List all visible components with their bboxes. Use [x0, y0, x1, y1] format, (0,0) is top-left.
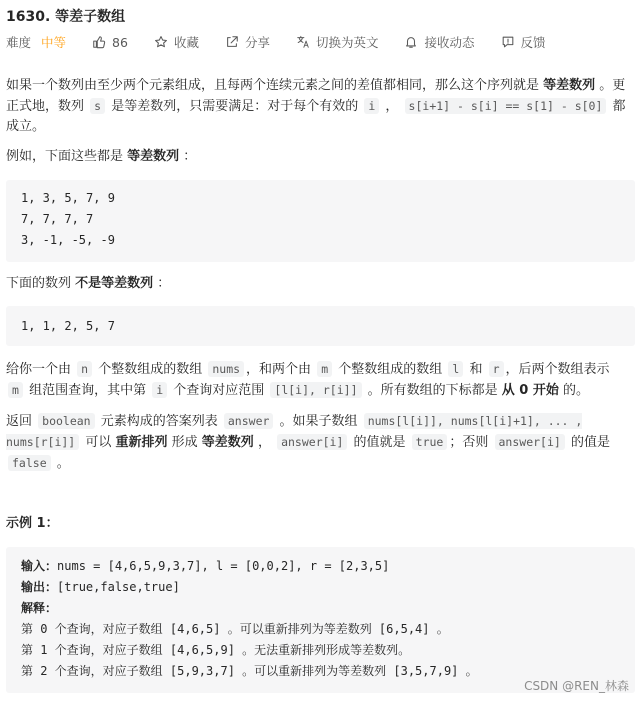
code-line: 1, 3, 5, 7, 9	[21, 191, 115, 205]
emphasis: 等差数列	[543, 78, 596, 93]
thumbs-up-icon	[92, 35, 106, 49]
text: 个整数组成的数组	[334, 362, 447, 377]
problem-meta-bar	[6, 32, 572, 52]
text: 例如，下面这些都是	[6, 149, 128, 164]
difficulty-label: 难度	[6, 35, 32, 50]
example-1-heading: 示例 1：	[6, 516, 59, 531]
description-paragraph-1	[6, 76, 630, 137]
input-label: 输入：	[21, 559, 58, 573]
feedback-label: 反馈	[520, 35, 546, 50]
inline-code: [l[i], r[i]]	[270, 382, 361, 398]
like-count: 86	[112, 34, 128, 50]
translate-button[interactable]	[296, 33, 379, 51]
example-explain-line	[21, 598, 635, 619]
text: ：	[179, 149, 197, 164]
output-label: 输出：	[21, 580, 58, 594]
inline-code: m	[317, 361, 332, 377]
text: ，后两个数组表示	[505, 362, 610, 377]
text: 都成立。	[6, 99, 626, 134]
example-1-block	[6, 547, 635, 693]
inline-code: nums[l[i]], nums[l[i]+1], ... , nums[r[i]]	[6, 414, 583, 449]
description-paragraph-2	[6, 147, 630, 167]
text: 下面的数列	[6, 276, 76, 291]
example-input-line	[21, 556, 635, 577]
text: 。所有数组的下标都是	[363, 383, 502, 398]
example-output-line	[21, 577, 635, 598]
text: 给你一个由	[6, 362, 76, 377]
translate-label: 切换为英文	[315, 35, 379, 50]
emphasis: 不是等差数列	[75, 276, 154, 291]
text: 元素构成的答案列表	[96, 414, 222, 429]
text: 可以	[81, 435, 116, 450]
text: 是等差数列，只需要满足：对于每个有效的	[107, 99, 363, 114]
text: 。	[52, 456, 70, 471]
emphasis: 等差数列	[127, 149, 180, 164]
code-line: 3, -1, -5, -9	[21, 233, 115, 247]
description-paragraph-3	[6, 274, 630, 294]
inline-code: false	[8, 455, 51, 471]
inline-code: answer[i]	[495, 434, 565, 450]
inline-code: true	[412, 434, 448, 450]
text: 的值就是	[349, 435, 410, 450]
text: 。如果子数组	[275, 414, 362, 429]
text: 形成	[167, 435, 202, 450]
text: 和	[465, 362, 487, 377]
inline-code: i	[364, 98, 379, 114]
emphasis: 从 0 开始	[501, 383, 559, 398]
input-value: nums = [4,6,5,9,3,7], l = [0,0,2], r = [2,3,5]	[57, 559, 390, 573]
text: 个整数组成的数组	[94, 362, 207, 377]
explain-detail-line: 第 1 个查询，对应子数组 [4,6,5,9] 。无法重新排列形成等差数列。	[21, 643, 411, 657]
difficulty-badge: 中等	[41, 35, 67, 50]
inline-code: i	[152, 382, 167, 398]
text: ：	[153, 276, 171, 291]
code-line: 1, 1, 2, 5, 7	[21, 319, 115, 333]
text: 如果一个数列由至少两个元素组成，且每两个连续元素之间的差值都相同，那么这个序列就是	[6, 78, 544, 93]
arithmetic-examples-block	[6, 180, 635, 262]
text: 的。	[558, 383, 590, 398]
feedback-icon	[501, 35, 515, 49]
explain-detail-line: 第 0 个查询，对应子数组 [4,6,5] 。可以重新排列为等差数列 [6,5,4] 。	[21, 622, 449, 636]
emphasis: 重新排列	[115, 435, 168, 450]
favorite-button[interactable]	[154, 33, 199, 51]
text: 个查询对应范围	[169, 383, 269, 398]
explain-label: 解释：	[21, 601, 58, 615]
inline-code: s	[90, 98, 105, 114]
share-button[interactable]	[225, 33, 270, 51]
star-icon	[154, 35, 168, 49]
like-button[interactable]	[92, 35, 128, 50]
text: ，	[381, 99, 403, 114]
inline-code: nums	[208, 361, 244, 377]
text: 的值是	[566, 435, 610, 450]
notify-button[interactable]	[404, 33, 474, 51]
inline-code: r	[489, 361, 504, 377]
inline-code: m	[8, 382, 23, 398]
inline-code: answer	[224, 413, 274, 429]
text: 。更正式地，数列	[6, 78, 626, 114]
text: 组范围查询，其中第	[24, 383, 151, 398]
problem-title: 1630. 等差子数组	[6, 9, 126, 25]
text: 返回	[6, 414, 37, 429]
favorite-label: 收藏	[173, 35, 199, 50]
description-paragraph-4	[6, 359, 630, 401]
share-label: 分享	[244, 35, 270, 50]
inline-code: s[i+1] - s[i] == s[1] - s[0]	[405, 98, 607, 114]
code-line: 7, 7, 7, 7	[21, 212, 94, 226]
emphasis: 等差数列	[201, 435, 254, 450]
text: ，和两个由	[246, 362, 316, 377]
inline-code: n	[77, 361, 92, 377]
feedback-button[interactable]	[501, 33, 546, 51]
csdn-watermark: CSDN @REN_林森	[524, 679, 629, 693]
inline-code: boolean	[38, 413, 94, 429]
non-arithmetic-example-block	[6, 306, 635, 346]
share-icon	[225, 35, 239, 49]
text: ；否则	[449, 435, 493, 450]
explain-detail-line: 第 2 个查询，对应子数组 [5,9,3,7] 。可以重新排列为等差数列 [3,5,7,9] 。	[21, 664, 478, 678]
notify-label: 接收动态	[424, 35, 475, 50]
output-value: [true,false,true]	[57, 580, 180, 594]
description-paragraph-5	[6, 411, 630, 474]
inline-code: l	[448, 361, 463, 377]
text: ，	[253, 435, 276, 450]
inline-code: answer[i]	[277, 434, 347, 450]
bell-icon	[404, 35, 418, 49]
translate-icon	[296, 35, 310, 49]
